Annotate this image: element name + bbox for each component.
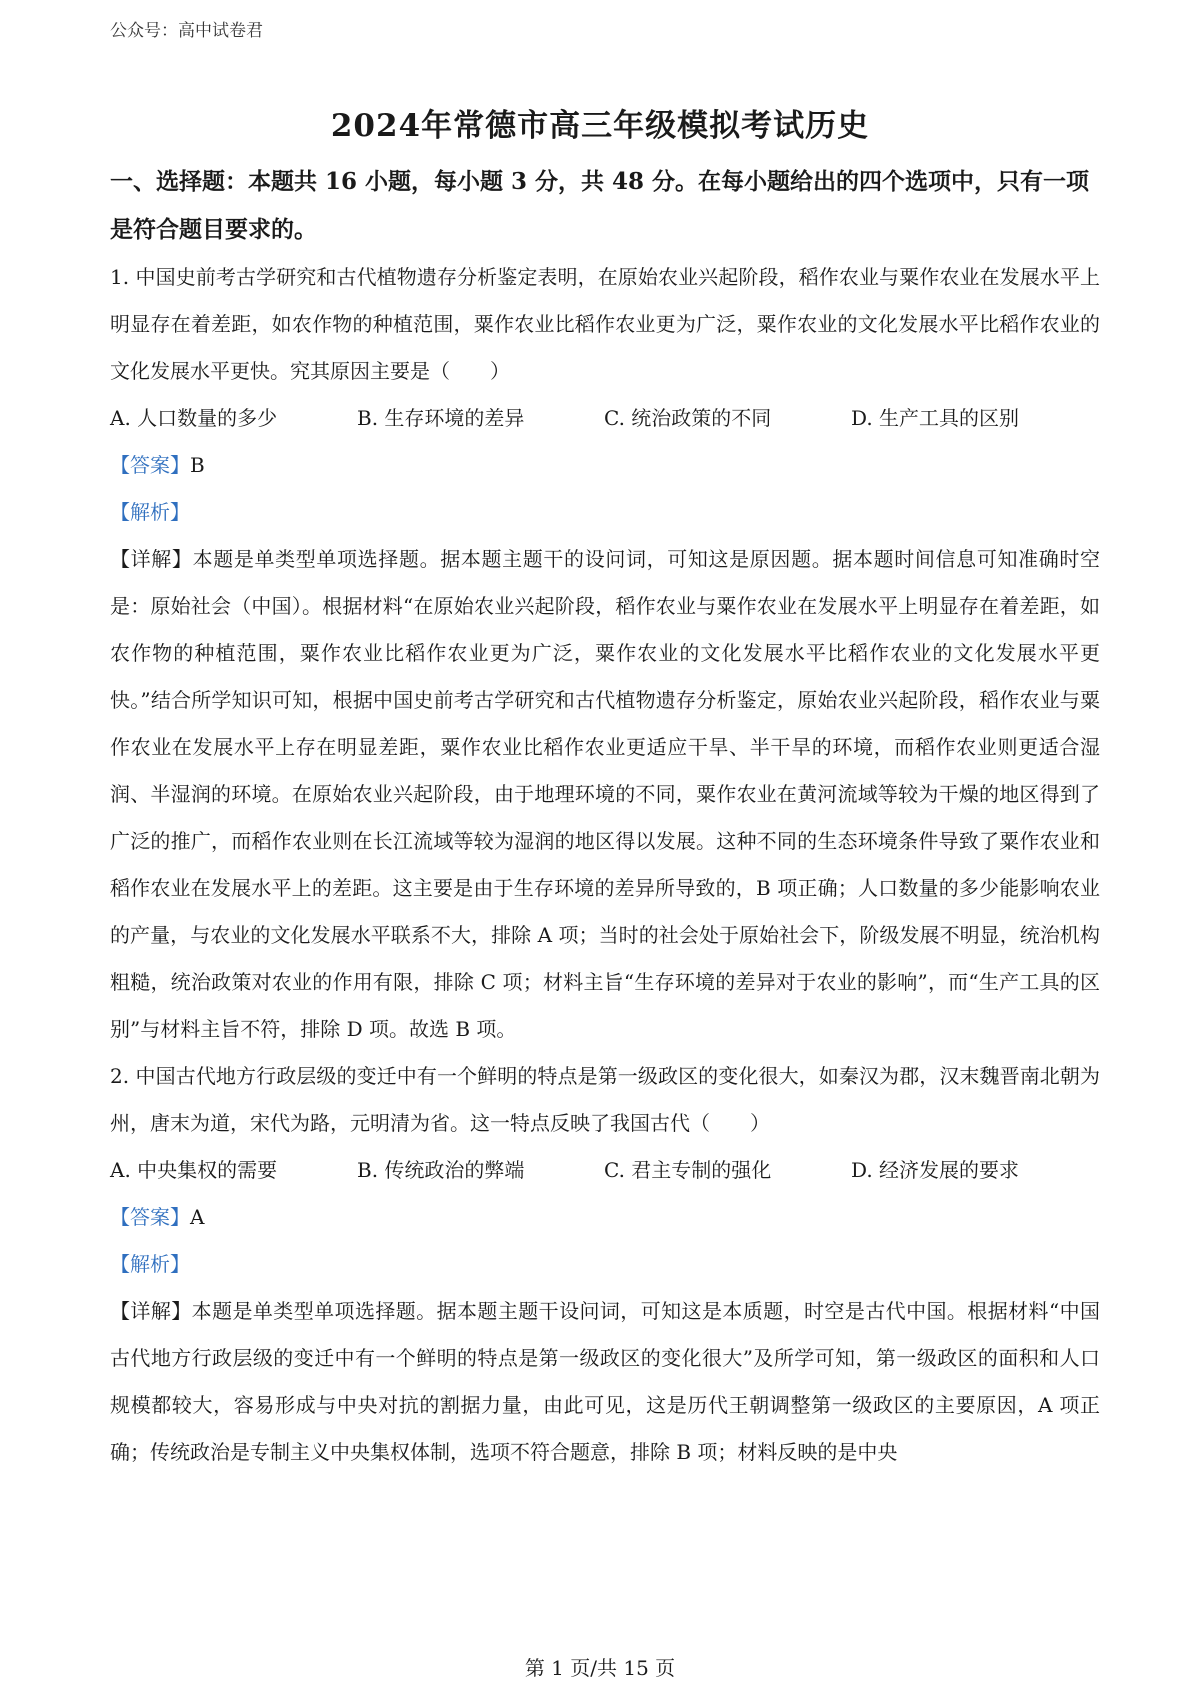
- question-1: [110, 254, 1100, 1053]
- analysis-label: 【解析】: [110, 1252, 190, 1276]
- detail-paragraph: [110, 1288, 1100, 1476]
- answer-value: A: [190, 1205, 205, 1229]
- detail-label: 【详解】: [110, 547, 193, 571]
- analysis-line: [110, 1241, 1100, 1288]
- detail-paragraph: [110, 536, 1100, 1053]
- question-stem: 2. 中国古代地方行政层级的变迁中有一个鲜明的特点是第一级政区的变化很大，如秦汉为郡，汉末魏晋南北朝为州，唐末为道，宋代为路，元明清为省。这一特点反映了我国古代（ ）: [110, 1064, 1100, 1135]
- answer-label: 【答案】: [110, 1205, 190, 1229]
- answer-value: B: [190, 453, 205, 477]
- option-b: B. 传统政治的弊端: [357, 1158, 525, 1182]
- analysis-line: [110, 489, 1100, 536]
- option-list: [110, 395, 1100, 442]
- option-c: C. 统治政策的不同: [604, 406, 772, 430]
- option-a: A. 中央集权的需要: [110, 1158, 278, 1182]
- answer-line: [110, 1194, 1100, 1241]
- detail-label: 【详解】: [110, 1299, 192, 1323]
- page-number: 第 1 页/共 15 页: [524, 1656, 676, 1680]
- answer-line: [110, 442, 1100, 489]
- section-heading: 一、选择题：本题共 16 小题，每小题 3 分，共 48 分。在每小题给出的四个选项中，只有一项是符合题目要求的。: [110, 168, 1090, 243]
- page-title: 2024年常德市高三年级模拟考试历史: [330, 108, 870, 144]
- option-b: B. 生存环境的差异: [357, 406, 525, 430]
- question-2: [110, 1053, 1100, 1476]
- question-stem: 1. 中国史前考古学研究和古代植物遗存分析鉴定表明，在原始农业兴起阶段，稻作农业与粟作农业在发展水平上明显存在着差距，如农作物的种植范围，粟作农业比稻作农业更为广泛，粟作农业的文化发展水平比稻作农业的文化发展水平更快。究其原因主要是（ ）: [110, 265, 1100, 383]
- answer-label: 【答案】: [110, 453, 190, 477]
- detail-text: 本题是单类型单项选择题。据本题主题干的设问词，可知这是原因题。据本题时间信息可知准确时空是：原始社会（中国）。根据材料“在原始农业兴起阶段，稻作农业与粟作农业在发展水平上明显存在着差距，如农作物的种植范围，粟作农业比稻作农业更为广泛，粟作农业的文化发展水平比稻作农业的文化发展水平更快。”结合所学知识可知，根据中国史前考古学研究和古代植物遗存分析鉴定，原始农业兴起阶段，稻作农业与粟作农业在发展水平上存在明显差距，粟作农业比稻作农业更适应干旱、半干旱的环境，而稻作农业则更适合湿润、半湿润的环境。在原始农业兴起阶段，由于地理环境的不同，粟作农业在黄河流域等较为干燥的地区得到了广泛的推广，而稻作农业则在长江流域等较为湿润的地区得以发展。这种不同的生态环境条件导致了粟作农业和稻作农业在发展水平上的差距。这主要是由于生存环境的差异所导致的，B 项正确；人口数量的多少能影响农业的产量，与农业的文化发展水平联系不大，排除 A 项；当时的社会处于原始社会下，阶级发展不明显，统治机构粗糙，统治政策对农业的作用有限，排除 C 项；材料主旨“生存环境的差异对于农业的影响”，而“生产工具的区别”与材料主旨不符，排除 D 项。故选 B 项。: [110, 547, 1101, 1041]
- option-d: D. 生产工具的区别: [851, 406, 1020, 430]
- option-list: [110, 1147, 1100, 1194]
- source-header: 公众号：高中试卷君: [110, 21, 263, 41]
- option-d: D. 经济发展的要求: [851, 1158, 1020, 1182]
- detail-text: 本题是单类型单项选择题。据本题主题干设问词，可知这是本质题，时空是古代中国。根据材料“中国古代地方行政层级的变迁中有一个鲜明的特点是第一级政区的变化很大”及所学可知，第一级政区的面积和人口规模都较大，容易形成与中央对抗的割据力量，由此可见，这是历代王朝调整第一级政区的主要原因，A 项正确；传统政治是专制主义中央集权体制，选项不符合题意，排除 B 项；材料反映的是中央: [110, 1299, 1100, 1464]
- document-body: [110, 158, 1100, 1476]
- option-c: C. 君主专制的强化: [604, 1158, 772, 1182]
- analysis-label: 【解析】: [110, 500, 190, 524]
- option-a: A. 人口数量的多少: [110, 406, 278, 430]
